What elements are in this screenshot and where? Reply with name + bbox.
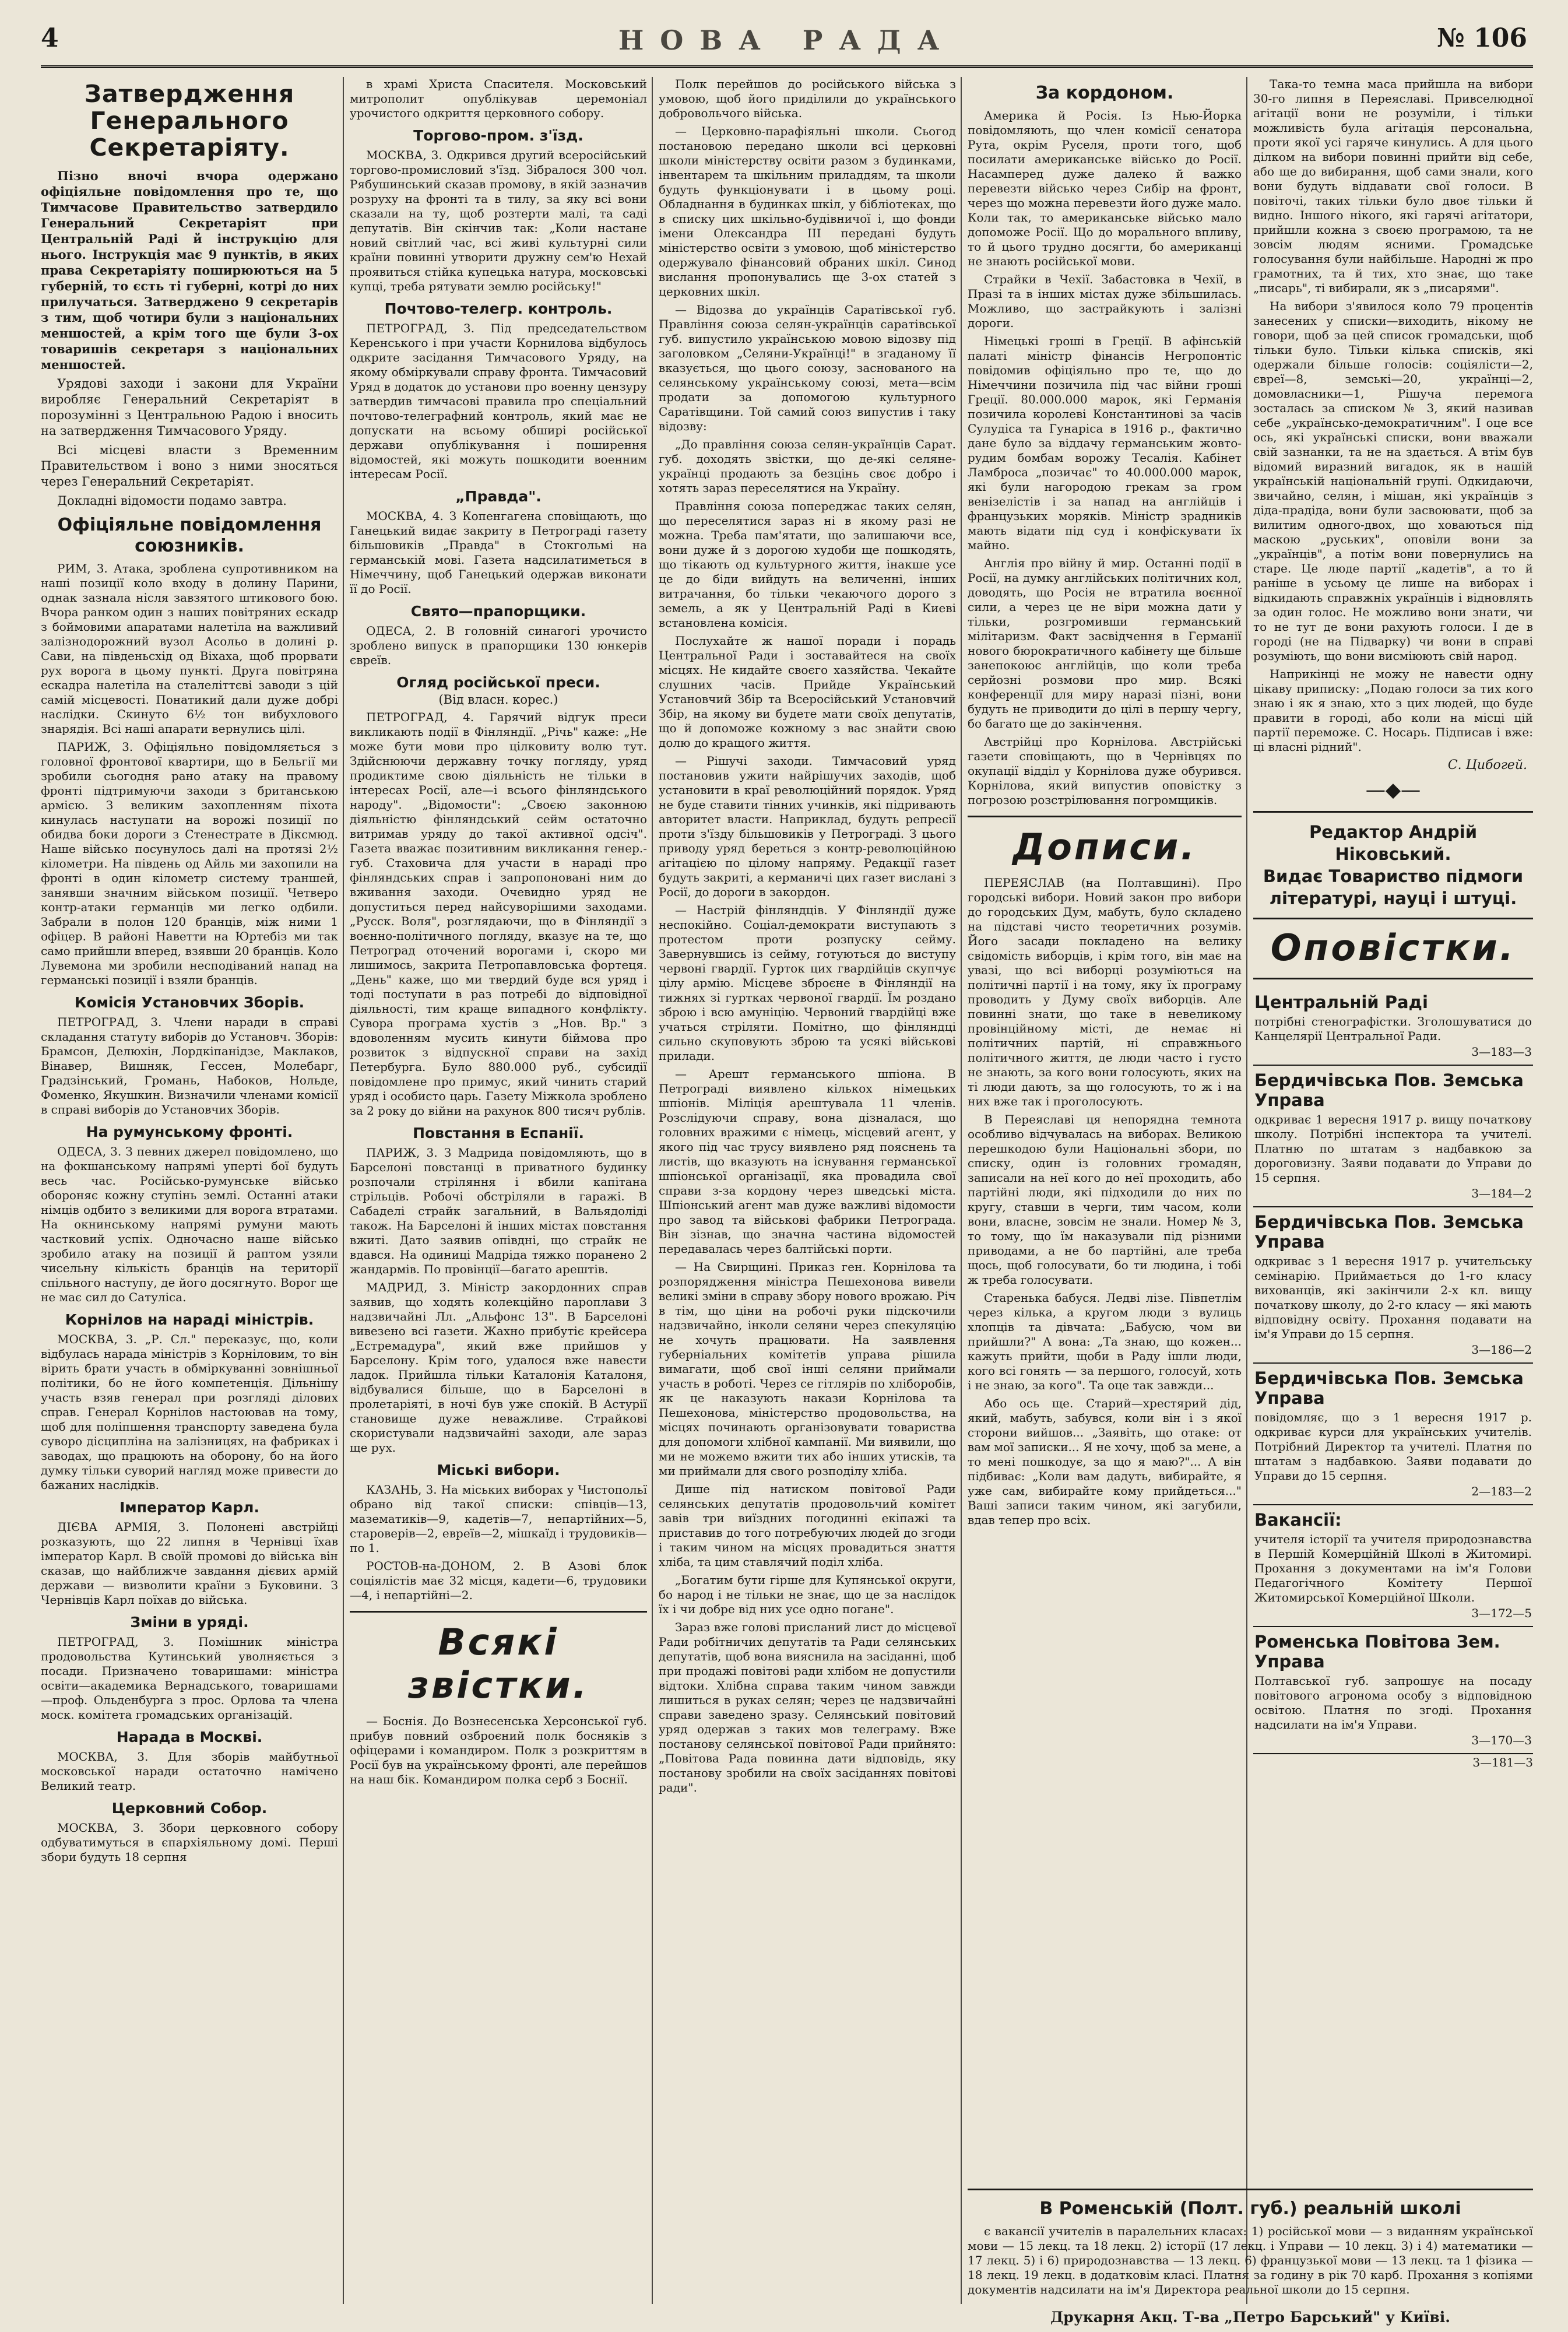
divider bbox=[968, 816, 1242, 817]
divider bbox=[968, 2189, 1533, 2190]
section-title-news: Всякі звістки. bbox=[407, 1621, 589, 1706]
printer-line: Друкарня Акц. Т-ва „Петро Барський" у Київі. bbox=[1050, 2309, 1450, 2326]
editor-line: Редактор Андрій Ніковський. bbox=[1309, 822, 1478, 864]
column-3 bbox=[659, 77, 956, 2304]
paragraph: — Відозва до українців Саратівської губ. Правління союза селян-українців саратівської губ. випустило українською мовою відозву під заголовком „Селяни-Українці!" в згаданому її вказується, що цього союзу, заснованого на селянському українському союзі, мета—всім продати за допомогою культурного Саратівщини. Той самий союз випустив і таку відозву: bbox=[659, 303, 956, 433]
ad-code: 3—181—3 bbox=[1472, 1755, 1533, 1769]
paragraph: Така-то темна маса прийшла на вибори 30-го липня в Переяславі. Привселюдної агітації вони не розуміли, і тільки можливість була агітація персональна, проти якої усі гаряче кинулись. А для цього ділком на вибори повинні прийти від себе, або ще до вибирання, щоб сами знали, кого вони будуть віддавати свої голоси. В повіточі, таких тільки було двоє тільки й видно. Іншого нікого, які гарячі агітатори, прийшли кожна з своєю програмою, та не зовсім людям ясними. Громадське голосування були найбільше. Народні ж про грамотних, та й тих, хто знає, що таке „писарь", ті вибирали, як з „писарями". bbox=[1253, 77, 1533, 295]
section-title: Нарада в Москві. bbox=[116, 1729, 263, 1746]
section-body bbox=[41, 1332, 338, 1492]
section-title: Корнілов на нараді міністрів. bbox=[65, 1311, 314, 1328]
paragraph: ПАРИЖ, 3. З Мадрида повідомляють, що в Барселоні повстанці в приватного будинку розпочали стріляння і вбили капітана стрільців. Робочі обстріляли в гаражі. В Сабаделі страйк загальний, в Вальядоліді також. На Барселоні й інших містах повстання вжиті. Дато заявив опівдні, що страйк не вдався. На одиниці Мадріда тяжко поранено 2 жандармів. По провінції—багато арештів. bbox=[350, 1146, 647, 1276]
paragraph: На вибори з'явилося коло 79 процентів занесених у списки—виходить, нікому не говори, щоб за цей список громадськи, щоб тільки було. Тільки кілька списків, які одержали більше голосів: соціялісти—2, євреї—8, земські—20, українці—2, домовласники—1, Рішуча перемога зосталась за списком № 3, який називав себе „українсько-демократичним". І оце все ось, які українські списки, вони вважали свій зазнанки, та не на здається. А втім був відомий виразний вигадок, як в нашій українській національній групі. Одкидаючи, звичайно, селян, і мішан, які українців з діда-прадіда, вони були засвоювати, щоб за вилитим одного-двох, що ховаються під маскою „руських", оповіли вони за „українців", а потім вони повернулись на старе. Це люде партії „кадетів", а то й раніше в усьому це лише на виборах і відкидають справжніх українців і відновлять за один голос. Не можливо вони знати, чи то не тут де вони рахують голоси. І де в городі (не на Підварку) чи вони в справі розуміють, що вони висміюють свій народ. bbox=[1253, 299, 1533, 663]
publisher-line: Видає Товариство підмоги літературі, науці і штуці. bbox=[1263, 866, 1524, 908]
section-title: На румунському фронті. bbox=[86, 1123, 293, 1140]
ad-code: 3—183—3 bbox=[1471, 1045, 1532, 1059]
section-subtitle: (Від власн. корес.) bbox=[438, 693, 558, 707]
section-title: Торгово-пром. з'їзд. bbox=[413, 127, 583, 144]
notice-text: є вакансії учителів в паралельних класах: 1) російської мови — з виданням української мови — 15 лекц. та 18 лекц. 2) історії (17 лекц. і Управи — 10 лекц. 3) і 4) математики — 17 лекц. 5) і 6) природознавства — 13 лекц. 6) французької мови — 13 лекц. та 1 фізика — 18 лекц. 19 лекц. в додатковім класі. Платня за годину в рік 70 карб. Прохання з копіями документів надсилати на ім'я Директора реальної школи до 15 серпня. bbox=[968, 2224, 1533, 2296]
column-2 bbox=[350, 77, 647, 2304]
paragraph: Англія про війну й мир. Останні події в Росії, на думку англійських політичних кол, доводять, що Росія не втратила воєнної сили, а через це не віри можна дати у тільки, розгромивши германський мілітаризм. Факт засвідчення в Германії нового бюрократичного кабінету ще більше занепокоює англійців, що коли треба серйозні розмови про мир. Всякі конференції для миру наразі пізні, вони будуть не приводити до цілі в першу чергу, бо багато ще до закінчення. bbox=[968, 556, 1242, 730]
paragraph: Страйки в Чехії. Забастовка в Чехії, в Празі та в інших містах дуже збільшилась. Можливо, що застрайкують і залізні дороги. bbox=[968, 272, 1242, 330]
paragraph: — Церковно-парафіяльні школи. Сьогод постановою передано школи всі церковні школи міністерству освіти разом з будинками, інвентарем та шкільним приладдям, та школи будуть функціонувати і в цьому році. Обладнання в будинках шкіл, у бібліотеках, що в списку цих шкільно-будівничої і, що фонди імени Олександра III передані будуть міністерство освіти з умовою, щоб міністерство одержувало фінансовий обраних шкіл. Синод вислання пропонувались ще 3-ох статей з церковних шкіл. bbox=[659, 124, 956, 298]
paragraph: МАДРИД, 3. Міністр закордонних справ заявив, що ходять колекційно пароплави 3 надзвичайні Лл. „Альфонс 13". В Барселоні вивезено всі газети. Жахно прибутіє крейсера „Естремадура", який вже прийшов у Барселону. Крім того, удалося вже навести ладок. Прийшла тільки Каталонія Каталоня, відбувалися більше, що в Барселоні в пролетаріяті, в ночі був уже спокій. В Астурії становище дуже неважливе. Страйкові скористували надзвичайні заходи, але зараз ще рух. bbox=[350, 1280, 647, 1455]
paragraph: ПЕТРОГРАД, 3. Під председательством Керенського і при участи Корнилова відбулось одкрите засідання Тимчасового Уряду, на якому обміркували справу фронта. Тимчасовий Уряд в додаток до установи про военну цензуру затвердив тимчасові правила про спеціальний почтово-телеграфний контроль, який має не допускати на всьому обширі російської держави опублікування і поширення відомостей, які можуть пошкодити военним інтересам Росії. bbox=[350, 321, 647, 481]
paragraph: ПАРИЖ, 3. Офіціяльно повідомляється з головної фронтової квартири, що в Бельгії ми зробили сьогодня рано атаку на правому фронті підтримуючи заходи з британською армією. З великим захопленням піхота кинулась наступати на ворожі позиції по обидва боки дороги з Стенестрате в Діксмюд. Наше військо посунулось далі на протязі 2½ кілометри. На південь од Айль ми захопили на фронті в один кілометр систему траншей, занявши значним військом позиції. Четверо контр-атаки германців ми легко одбили. Забрали в полон 120 бранців, між ними 1 офіцер. В районі Наветти на Юртебіз ми так само прийшли вперед, взявши 20 бранців. Коло Лувемона ми зробили несподіваний напад на германські позиції і взяли бранців. bbox=[41, 740, 338, 987]
paragraph: Докладні відомости подамо завтра. bbox=[57, 494, 287, 508]
section-body bbox=[350, 321, 647, 482]
divider bbox=[1253, 978, 1533, 979]
section-body bbox=[41, 561, 338, 988]
paragraph: Урядові заходи і закони для України виробляє Генеральний Секретаріят в порозумінні з Центральною Радою і вносить на затвердження Тимчасового Уряду. bbox=[41, 377, 338, 438]
ad-item bbox=[1253, 1364, 1533, 1505]
column-rule bbox=[652, 77, 653, 2304]
ad-text: Полтавської губ. запрошує на посаду повітового агронома особу з відповідною освітою. Платня по згоді. Прохання надсилати на ім'я Управи. bbox=[1254, 1674, 1532, 1732]
newspaper-title: НОВА РАДА bbox=[618, 24, 956, 56]
section-body bbox=[41, 1750, 338, 1793]
divider bbox=[350, 1611, 647, 1613]
section-body bbox=[41, 1015, 338, 1117]
paragraph: в храмі Христа Спасителя. Московський митрополит опублікував церемоніал урочистого одкриття церковного собору. bbox=[350, 77, 647, 120]
issue-number: № 106 bbox=[1437, 23, 1527, 53]
section-body bbox=[350, 77, 647, 121]
paragraph: ДІЄВА АРМІЯ, 3. Полонені австрійці розказують, що 22 липня в Чернівці їхав імператор Карл. В своїй промові до війська він сказав, що найближче завдання дієвих армій держави — визволити країни з Буковини. З Чернівців Карл поїхав до війська. bbox=[41, 1520, 338, 1607]
paragraph: ОДЕСА, 2. В головній синагогі урочисто зроблено випуск в прапорщики 130 юнкерів євреїв. bbox=[350, 624, 647, 667]
section-body bbox=[350, 148, 647, 294]
ad-title: Бердичівська Пов. Земська Управа bbox=[1254, 1368, 1524, 1408]
paragraph: ПЕТРОГРАД, 3. Члени наради в справі складання статуту виборів до Установч. Зборів: Брамсон, Делюхін, Лордкіпанідзе, Маклаков, Вінавер, Вишняк, Гессен, Молебарг, Градзінський, Громань, Набоков, Нольде, Фоменко, Якушкин. Визначили членами комісії в справі виборів до Установчих Зборів. bbox=[41, 1015, 338, 1116]
section-title: Свято—прапорщики. bbox=[410, 603, 586, 620]
section-body bbox=[968, 108, 1242, 807]
paragraph: „До правління союза селян-українців Сарат. губ. доходять звістки, що де-які селяне-українці продають за безцінь своє добро і хотять зараз переселятися на Україну. bbox=[659, 437, 956, 495]
section-title: Офіціяльне повідомлення союзників. bbox=[57, 515, 322, 556]
column-1 bbox=[41, 77, 338, 2304]
ad-item bbox=[1253, 1627, 1533, 1754]
newspaper-page bbox=[41, 23, 1533, 2326]
paragraph: МОСКВА, 3. „Р. Сл." переказує, що, коли відбулась нарада міністрів з Корніловим, то він вірить брати участь в обміркуванні зовнішньої політики, бо не його компетенція. Дільнішу участь взяв генерал при розгляді ділових справ. Генерал Корнілов настоював на тому, щоб для поліпшення транспорту заведена була суворо дісципліна на залізницях, на фабриках і заводах, що працюють на оборону, бо на його думку тільки суворий нагляд може привести до бажаних наслідків. bbox=[41, 1332, 338, 1492]
ad-text: одкриває з 1 вересня 1917 р. учительську семінарію. Приймається до 1-го класу вихованців, які закінчили 2-х кл. вищу початкову школу, до 2-го класу — які мають відповідну освіту. Прохання подавати на ім'я Управи до 15 серпня. bbox=[1254, 1254, 1532, 1341]
section-title: Комісія Установчих Зборів. bbox=[74, 994, 305, 1011]
paragraph: МОСКВА, 3. Одкрився другий всеросійський торгово-промисловий з'їзд. Зібралося 300 чол. Рябушинський сказав промову, в якій зазначив розруху на фронті та в тилу, за яку всі вони сказали на ту, щоб розтерти малі, та саді депутатів. Він скінчив так: „Коли настане новий світлий час, всі живі культурні сили країни повинні утворити дружну сем'ю Нехай проявиться стійка купецька натура, московські купці, треба рятувати землю російську!" bbox=[350, 148, 647, 293]
column-rule bbox=[343, 77, 344, 2304]
section-body bbox=[41, 1520, 338, 1607]
section-title: Почтово-телегр. контроль. bbox=[384, 300, 613, 317]
headline-secretariat: Затвердження Генерального Секретаріяту. bbox=[84, 80, 295, 161]
paragraph: Пізно вночі вчора одержано офіціяльне повідомлення про те, що Тимчасове Правительство затвердило Генеральний Секретаріят при Центральній Раді й інструкцію для нього. Інструкція має 9 пунктів, в яких права Секретаріяту поширюються на 5 губерній, то єсть ті губерні, котрі до них прилучаться. Затверджено 9 секретарів з тим, щоб чотири були з національних меншостей, а крім того ще були 3-ох товаришів секретаря з національних меншостей. bbox=[41, 168, 338, 372]
section-body bbox=[350, 1483, 647, 1603]
paragraph: — Рішучі заходи. Тимчасовий уряд постановив ужити найрішучих заходів, щоб установити в краї революційний порядок. Уряд не буде ставити тінних учинків, які підривають авторитет власти. Наприклад, будуть репресії проти з'їзду більшовиків у Петроградi. З цього приводу уряд береться з контр-революційною агітацією по цілому напряму. Редакції газет будуть закриті, а керманичі цих газет вислані з Росії, до дороги в закордон. bbox=[659, 754, 956, 899]
ad-item bbox=[1253, 1066, 1533, 1207]
ad-title: Роменська Повітова Зем. Управа bbox=[1254, 1632, 1500, 1671]
bottom-notice bbox=[968, 2180, 1533, 2326]
ad-item bbox=[1253, 1505, 1533, 1627]
paragraph: Всі місцеві власти з Временним Правительством і воно з ними зносяться через Генеральний Секретаріят. bbox=[41, 443, 338, 489]
ad-text: повідомляє, що з 1 вересня 1917 р. одкриває курси для українських учителів. Потрібний Директор та учителі. Платня по штатам з надбавкою. Заяви подавати до Управи до 15 серпня. bbox=[1254, 1410, 1532, 1483]
paragraph: Дише під натиском повітової Ради селянських депутатів продовольчий комітет завів три виїздних погодинні екіпажі та приставив до того потребуючих людей до згоди і таким чином на місцях провадиться знаття хліба, та цим ставлячий поділ хліба. bbox=[659, 1482, 956, 1569]
ad-text: потрібні стенографістки. Зголошуватися до Канцелярії Центральної Ради. bbox=[1254, 1014, 1532, 1043]
paragraph: ПЕТРОГРАД, 4. Гарячий відгук преси викликають події в Фінляндії. „Річь" каже: „Не може бути мови про цілковиту волю тут. Здійснюючи державну точку погляду, уряд продиктиме свою діяльність не тільки в інтересах Росії, але—і всього фінляндського народу". „Відомости": „Своєю законною діяльністю фінляндський сейм остаточно витримав уряду до такої активної одсіч". Газета вважає позитивним викликання генер.-губ. Стаховича для участи в нараді про фінляндських справ і запропоновані ним до вживання заходи. Очевидно уряд не допуститься перед найсуворішими заходами. „Русск. Воля", розглядаючи, що в Фінляндії з воєнно-політичного погляду, вказує на те, що Петроград оточений ворогами і, скоро ми лишимось, закрита Петропавловська фортеця. „День" каже, що ми твердий буде вся уряд і тоді поступати в раз потребі до відповідної діяльності, тим краще випадного конфлікту. Сувора програма хустів з „Нов. Вр." з вдоволенням мусить кинути біймова про розвиток з відпускної справи на захід Петербурга. Було 880.000 руб., субсидії повідомлене про примус, який чинить старий уряд і особисто царь. Газету Міжкола зроблено за 2 року до війни на рахунок 800 тисяч рублів. bbox=[350, 710, 647, 1118]
lead-article bbox=[41, 168, 338, 509]
paragraph: Австрійці про Корнілова. Австрійські газети сповіщають, що в Чернівцях по окупації відділ у Корнілова дуже обурився. Корнілова, який випустив оповістку з погрозою розстрілювання погромщиків. bbox=[968, 735, 1242, 807]
section-body bbox=[1253, 77, 1533, 754]
paragraph: ОДЕСА, 3. З певних джерел повідомлено, що на фокшанському напрямі уперті бої будуть весь час. Російсько-румунське військо обороняє кожну ступінь землі. Останні атаки німців одбито з великими для ворога втратами. На окнинському напрямі румуни мають частковий успіх. Одночасно наше військо зробило атаку на позиції й раптом узяли чисельну кількість бранців на території спільного наступу, де його досягнуто. Ворог ще не має сил до Сатуліса. bbox=[41, 1144, 338, 1304]
ads-list bbox=[1253, 988, 1533, 1769]
paragraph: — Настрій фінляндців. У Фінляндії дуже неспокійно. Соціал-демократи виступають з протестом проти розпуску сейму. Завернувшись із сейму, готуються до виступу червоні гвардії. Гурток цих гвардійців скупчує цілу армію. Місцеве зброєне в Фінляндії на тижнях зі гуртках червоної гвардії. Їм роздано зброю і всю амуніцію. Червоний гвардійці вже учаться стріляти. Помітно, що фінляндці сильно скуповують зброю та усякі військові прилади. bbox=[659, 903, 956, 1063]
section-title: „Правда". bbox=[455, 488, 542, 505]
paragraph: РОСТОВ-на-ДОНОМ, 2. В Азові блок соціялістів має 32 місця, кадети—6, трудовики—4, і непартійні—2. bbox=[350, 1559, 647, 1602]
ad-code: 2—183—2 bbox=[1471, 1484, 1532, 1498]
ad-text: учителя історії та учителя природознавства в Першій Комерційній Школі в Житомирі. Прохання з документами на ім'я Голови Педагогічного Комітету Першої Житомирської Комерційної Школи. bbox=[1254, 1532, 1532, 1604]
section-body bbox=[350, 1714, 647, 1787]
section-title: Міські вибори. bbox=[437, 1462, 560, 1478]
ad-title: Центральній Раді bbox=[1254, 992, 1428, 1012]
section-title-letters: Дописи. bbox=[1012, 826, 1197, 868]
ad-code: 3—184—2 bbox=[1471, 1186, 1532, 1200]
paragraph: Німецькі гроші в Греції. В афінській палаті міністр фінансів Негропонтіс повідомив офіціяльно про те, що до Німеччини позичила під час війни гроші Греції. 80.000.000 марок, які Германія позичила королеві Константинові за часів Сулудіса та Гунаріса в 1916 р., фактично дане було за віддачу германським жовто-рудим бомбам ворожу Тесалія. Кабінет Ламброса „позичає" то 40.000.000 марок, які були нагородою грекам за гром венізелістів і за напад на англійців і французьких моряків. Міністр зрадників мають відати під суд і конфіскувати їх майно. bbox=[968, 334, 1242, 552]
section-body bbox=[350, 624, 647, 668]
ad-title: Бердичівська Пов. Земська Управа bbox=[1254, 1212, 1524, 1252]
paragraph: Послухайте ж нашої поради і порадь Центральної Ради і зоставайтеся на своїх місцях. Не кидайте своєго хазяйства. Чекайте слушних часів. Прийде Український Установчий Збір та Всеросійський Установчий Збір, на якому ви будете мати своїх депутатів, що й допоможе кожному з вас знайти свою долю до кращого життя. bbox=[659, 634, 956, 750]
paragraph: Америка й Росія. Із Нью-Йорка повідомляють, що член комісії сенатора Рута, окрім Руселя, проти того, щоб посилати американське військо до Росії. Насамперед дуже далеко й важко перевезти військо через Сибір на фронт, через що можна перевезти його дуже мало. Коли так, то американське військо мало допоможе Росії. Що до морального впливу, то й цього трудно досягти, бо американці не знають російської мови. bbox=[968, 108, 1242, 268]
paragraph: Наприкінці не можу не навести одну цікаву приписку: „Подаю голоси за тих кого знаю і як я знаю, хто з цих людей, що буде правити в городі, або коли на місці цій партії переможе. С. Носарь. Підписав і вже: ці власні рідний". bbox=[1253, 667, 1533, 754]
section-title: Повстання в Еспанії. bbox=[413, 1125, 584, 1142]
ad-item bbox=[1253, 1207, 1533, 1364]
section-body bbox=[350, 1146, 647, 1455]
paragraph: Правління союза попереджає таких селян, що переселятися зараз ні в якому разі не можна. Треба пам'ятати, що залишаючи все, вони дуже й з дорогою худоби ще пошкодять, що тікають од культурного життя, інакше усе це до біди вийдуть на величенні, інших витрачання, бо тільки чекаючого дорого з земель, а як у Центральній Раді в Киеві встановлена комісія. bbox=[659, 499, 956, 630]
section-title: Церковний Собор. bbox=[111, 1800, 268, 1817]
paragraph: Старенька бабуся. Ледві лізе. Півпетлім через кілька, а кругом люди з вулиць хлопців та дівчата: „Бабусю, чом ви прийшли?" А вона: „Та знаю, що кожен... кажуть прийти, щоби в Раду ішли люди, кого всі гонять — за першого, голосуй, хоть і не знаю, за кого". Та оце так завжди... bbox=[968, 1291, 1242, 1392]
editor-imprint bbox=[1253, 811, 1533, 919]
ad-code: 3—186—2 bbox=[1471, 1343, 1532, 1357]
paragraph: В Переяславі ця непорядна темнота особливо відчувалась на виборах. Великою перешкодою були Національні збори, по списку, один із головних громадян, записали на неї кого до неї проходить, або партійні люди, які підходили до них по кругу, ставши в черги, тим часом, коли вони, власне, зовсім не знали. Номер № 3, то тому, що їм наказували під різними приводами, а не бо партійні, але треба щось, щоб голосувати, бо ти людина, і тобі ж треба голосувати. bbox=[968, 1112, 1242, 1287]
section-body bbox=[968, 876, 1242, 1527]
page-number: 4 bbox=[41, 23, 59, 53]
section-body bbox=[659, 77, 956, 121]
section-body bbox=[350, 509, 647, 596]
paragraph: ПЕРЕЯСЛАВ (на Полтавщині). Про городські вибори. Новий закон про вибори до городських Дум, мабуть, було складено на підставі чисто теоретичних розумів. Його засади покладено на велику свідомість виборців, і крім того, він має на увазі, що всі виборці розуміються на політичні партії і на тому, яку їх програму проводить у Думу своїх виборців. Але повинні знати, що таке в невеликому провінційному місті, де немає ні політичних партій, ні справжнього політичного життя, де люди часто і густо не знають, за кого вони голосують, яких на ті люди дають, за що голосують, то ж і на них вже так і проголосують. bbox=[968, 876, 1242, 1108]
paragraph: МОСКВА, 4. З Копенгагена сповіщають, що Ганецький видає закриту в Петрограді газету більшовиків „Правда" в Стокгольмі на германській мові. Газета надсилатиметься в Німеччину, щоб Ганецький одержав виконати її до Росії. bbox=[350, 509, 647, 596]
column-5 bbox=[1253, 77, 1533, 2176]
paragraph: Полк перейшов до російського війська з умовою, щоб його приділили до українського добровольчого війська. bbox=[659, 77, 956, 120]
ornament-divider: —◆— bbox=[1365, 778, 1421, 802]
paragraph: РИМ, 3. Атака, зроблена супротивником на наші позиції коло входу в долину Парини, однак зазнала нісля завзятого штикового бою. Вчора ранком один з наших повітряних ескадр з боймовими апаратами налетіла на важливий залізнодорожний вузол Асольо в долині р. Сави, на південьсхід од Віхаха, щоб прорвати рух ворога в цьому пункті. Друга повітряна ескадра налетіла на сталеліттєві заводи з цій самій місцевості. Понатикий дали дуже добрі наслідки. Скинуто 6½ тон вибухлового знарядія. Всі наші апарати вернулись цілі. bbox=[41, 561, 338, 736]
paragraph: „Богатим бути гірше для Купянської округи, бо народ і не тільки не знає, що це за наслідок їх і чи добре від них усе одно погане". bbox=[659, 1573, 956, 1616]
notice-title: В Роменській (Полт. губ.) реальній школі bbox=[1039, 2198, 1461, 2219]
section-title-ads: Оповістки. bbox=[1270, 926, 1516, 969]
section-body bbox=[41, 1635, 338, 1722]
paragraph: МОСКВА, 3. Для зборів майбутньої московської наради остаточно намічено Великий театр. bbox=[41, 1750, 338, 1793]
paragraph: ПЕТРОГРАД, 3. Помішник міністра продовольства Кутинський уволняється з посади. Призначено товаришами: міністра освіти—академика Вернадського, товаришами—проф. Ольденбурга з прос. Орлова та члена моск. комітета громадських організацій. bbox=[41, 1635, 338, 1722]
paragraph: — Боснія. До Вознесенська Херсонської губ. прибув повний озброєний полк босняків з офіцерами і командиром. Полк з розкриттям в Росії був на українському фронті, але перейшов на наш бік. Командиром полка серб з Боснії. bbox=[350, 1714, 647, 1786]
column-rule bbox=[961, 77, 962, 2304]
ad-code: 3—170—3 bbox=[1471, 1733, 1532, 1747]
section-body bbox=[41, 1821, 338, 1864]
section-title: Імператор Карл. bbox=[119, 1499, 259, 1516]
ad-text: одкриває 1 вересня 1917 р. вищу початкову школу. Потрібні інспектора та учителі. Платню по штатам з надбавкою за дороговизну. Заяви подавати до Управи до 15 серпня. bbox=[1254, 1112, 1532, 1185]
section-title: Огляд російської преси. bbox=[396, 674, 600, 691]
ad-item bbox=[1253, 988, 1533, 1066]
ad-code: 3—172—5 bbox=[1471, 1606, 1532, 1620]
paragraph: МОСКВА, 3. Збори церковного собору одбуватимуться в єпархіяльному домі. Перші збори будуть 18 серпня bbox=[41, 1821, 338, 1864]
section-body bbox=[350, 710, 647, 1118]
column-4 bbox=[968, 77, 1242, 2176]
paragraph: Зараз вже голові присланий лист до місцевої Ради робітничих депутатів та Ради селянських депутатів, щоб вона вияснила на засіданні, щоб при продажі повітові ради хлібом не допустили відтоки. Хлібна справа таким чином завжди лишиться в руках селян; через це надзвичайні справи заведено зразу. Селянський повітовий уряд одержав з таких мов телеграму. Вже постанову селянської повітової Ради прийнято: „Повітова Рада повинна дати відповідь, яку постанову зробили на своїх засіданнях повітові ради". bbox=[659, 1620, 956, 1794]
paragraph: Або ось ще. Старий—хрестярий дід, який, мабуть, забувся, коли він і з якої сторони вийшов... „Заявіть, що отаке: от вам мої записки... Я не хочу, щоб за мене, а то мені пошкодує, за що я маю?"... А він підбиває: „Коли вам дадуть, вибирайте, я уже сам, вибирайте кому прийдеться..." Ваші записи таким чином, які загубили, вдав тепер про всіх. bbox=[968, 1396, 1242, 1527]
paragraph: — Арешт германського шпіона. В Петрограді виявлено кількох німецьких шпіонів. Міліція арештувала 11 членів. Розслідуючи справу, вона дізналася, що головних вражими є німець, місцевий агент, у якого під час трусу виявлено ряд пояснень та листів, що вказують на існування германської шпіонської організації, яка провадила свої справи з-за кордону через шведські міста. Шпіонський агент мав дуже важливі відомости про завод та військові фабрики Петрограда. Він зізнав, що значна частина відомостей передавалась через балтійські порти. bbox=[659, 1067, 956, 1256]
paragraph: КАЗАНЬ, 3. На міських виборах у Чистопольї обрано від такої списки: співців—13, мазематиків—9, кадетів—7, непартійних—5, староверів—2, евреїв—2, мішкаїд і трудовиків—по 1. bbox=[350, 1483, 647, 1555]
section-title-abroad: За кордоном. bbox=[1035, 83, 1174, 103]
news-items bbox=[659, 124, 956, 1795]
section-body bbox=[41, 1144, 338, 1305]
section-title: Зміни в уряді. bbox=[130, 1614, 249, 1631]
author-signature: С. Цибогей. bbox=[1447, 758, 1527, 772]
paragraph: — На Свирщині. Приказ ген. Корнілова та розпорядження міністра Пешехонова вивели великі зміни в справу збору нового врожаю. Річ в тім, що ціни на робочі руки підскочили надзвичайно, інколи селяни через спекуляцію не хочуть працювати. На заявлення губерніальних комітетів управа рішила вимагати, щоб свої інші селяни приймали участь в роботі. Через се гітлярів по хліборобів, як це наказують накази Корнілова та Пешехонова, міністерство продовольства, на місцях починають організовувати товариства для допомоги хлібної кампанії. Ми виявили, що ми не можемо вжити тих або інших утисків, та ми приймали для свого розподілу хліба. bbox=[659, 1260, 956, 1478]
ad-title: Вакансії: bbox=[1254, 1510, 1342, 1530]
column-rule bbox=[1246, 77, 1247, 2304]
masthead bbox=[41, 23, 1533, 68]
ad-title: Бердичівська Пов. Земська Управа bbox=[1254, 1070, 1524, 1110]
